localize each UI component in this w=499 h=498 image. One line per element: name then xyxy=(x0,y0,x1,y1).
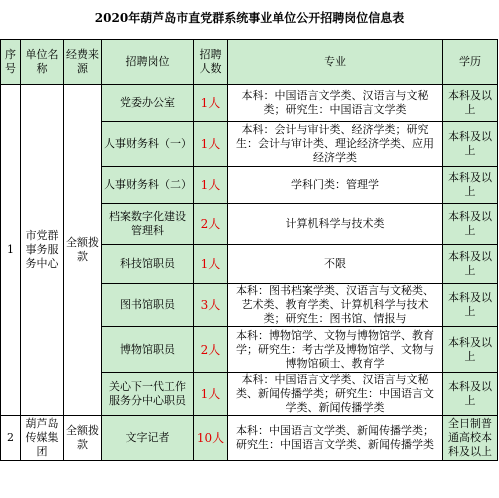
count-cell: 2人 xyxy=(194,327,228,373)
unit-cell: 葫芦岛传媒集团 xyxy=(21,416,64,461)
header-funding: 经费来源 xyxy=(64,40,102,85)
table-row xyxy=(1,416,498,461)
count-cell: 3人 xyxy=(194,284,228,327)
seq-cell: 1 xyxy=(1,85,21,416)
funding-cell: 全额拨款 xyxy=(64,85,102,416)
count-cell: 1人 xyxy=(194,245,228,284)
header-education: 学历 xyxy=(443,40,498,85)
count-cell: 1人 xyxy=(194,122,228,167)
count-cell: 1人 xyxy=(194,167,228,204)
education-cell: 本科及以上 xyxy=(443,327,498,373)
position-cell: 图书馆职员 xyxy=(102,284,194,327)
education-cell: 本科及以上 xyxy=(443,245,498,284)
count-cell: 10人 xyxy=(194,416,228,461)
position-cell: 人事财务科（二） xyxy=(102,167,194,204)
major-cell: 不限 xyxy=(228,245,443,284)
position-cell: 关心下一代工作服务分中心职员 xyxy=(102,373,194,416)
position-cell: 档案数字化建设管理科 xyxy=(102,204,194,245)
position-cell: 人事财务科（一） xyxy=(102,122,194,167)
education-cell: 本科及以上 xyxy=(443,204,498,245)
education-cell: 全日制普通高校本科及以上 xyxy=(443,416,498,461)
recruitment-table xyxy=(0,39,498,461)
major-cell: 计算机科学与技术类 xyxy=(228,204,443,245)
document-title: 2020年葫芦岛市直党群系统事业单位公开招聘岗位信息表 xyxy=(94,11,405,25)
position-cell: 科技馆职员 xyxy=(102,245,194,284)
position-cell: 博物馆职员 xyxy=(102,327,194,373)
education-cell: 本科及以上 xyxy=(443,373,498,416)
table-header-row xyxy=(1,40,498,85)
count-cell: 1人 xyxy=(194,373,228,416)
major-cell: 本科：中国语言文学类、汉语言与文秘类；研究生：中国语言文学类 xyxy=(228,85,443,122)
major-cell: 本科：博物馆学、文物与博物馆学、教育学；研究生：考古学及博物馆学、文物与博物馆硕士、教育学 xyxy=(228,327,443,373)
education-cell: 本科及以上 xyxy=(443,284,498,327)
header-position: 招聘岗位 xyxy=(102,40,194,85)
major-cell: 本科：中国语言文学类、新闻传播学类；研究生：中国语言文学类、新闻传播学类 xyxy=(228,416,443,461)
count-cell: 1人 xyxy=(194,85,228,122)
header-major: 专业 xyxy=(228,40,443,85)
table-row xyxy=(1,85,498,122)
seq-cell: 2 xyxy=(1,416,21,461)
education-cell: 本科及以上 xyxy=(443,85,498,122)
count-cell: 2人 xyxy=(194,204,228,245)
header-count: 招聘人数 xyxy=(194,40,228,85)
major-cell: 本科：会计与审计类、经济学类；研究生：会计与审计类、理论经济学类、应用经济学类 xyxy=(228,122,443,167)
funding-cell: 全额拨款 xyxy=(64,416,102,461)
education-cell: 本科及以上 xyxy=(443,167,498,204)
header-seq: 序号 xyxy=(1,40,21,85)
major-cell: 学科门类：管理学 xyxy=(228,167,443,204)
position-cell: 党委办公室 xyxy=(102,85,194,122)
major-cell: 本科：图书档案学类、汉语言与文秘类、艺术类、教育学类、计算机科学与技术类；研究生：图书馆、情报与 xyxy=(228,284,443,327)
header-unit: 单位名称 xyxy=(21,40,64,85)
education-cell: 本科及以上 xyxy=(443,122,498,167)
unit-cell: 市党群事务服务中心 xyxy=(21,85,64,416)
position-cell: 文字记者 xyxy=(102,416,194,461)
major-cell: 本科：中国语言文学类、汉语言与文秘类、新闻传播学类；研究生：中国语言文学类、新闻传播学类 xyxy=(228,373,443,416)
